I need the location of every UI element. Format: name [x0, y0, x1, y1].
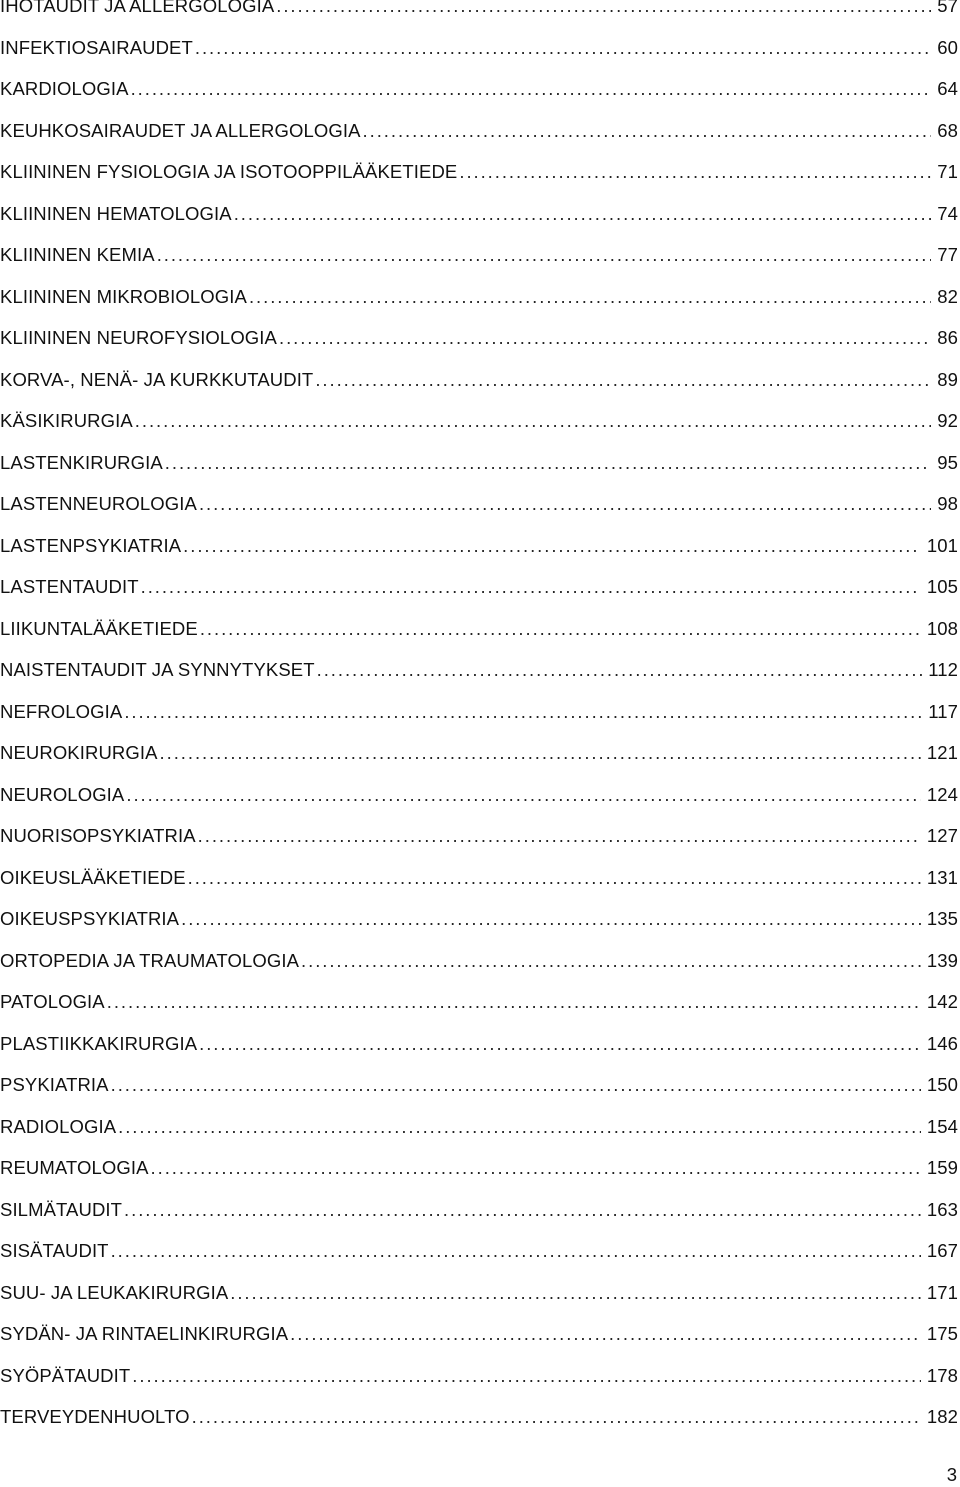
toc-entry[interactable]: [0, 1319, 958, 1345]
toc-entry-page: 82: [937, 285, 958, 307]
toc-dot-leader: [124, 701, 922, 723]
toc-entry-title: KORVA-, NENÄ- JA KURKKUTAUDIT: [0, 368, 314, 390]
toc-dot-leader: [315, 369, 931, 391]
toc-entry-title: KLIININEN MIKROBIOLOGIA: [0, 285, 247, 307]
toc-dot-leader: [181, 908, 921, 930]
toc-dot-leader: [165, 452, 931, 474]
toc-entry-page: 86: [937, 327, 958, 348]
toc-entry-title: INFEKTIOSAIRAUDET: [0, 36, 193, 58]
toc-entry-page: 117: [928, 700, 958, 722]
toc-entry-title: LASTENPSYKIATRIA: [0, 534, 182, 556]
toc-entry-title: LASTENNEUROLOGIA: [0, 493, 197, 514]
toc-dot-leader: [111, 1074, 921, 1096]
toc-entry[interactable]: [0, 1361, 958, 1387]
toc-entry-page: 154: [926, 1115, 958, 1137]
toc-dot-leader: [107, 991, 921, 1013]
toc-dot-leader: [249, 286, 931, 308]
toc-dot-leader: [276, 0, 931, 17]
toc-dot-leader: [192, 1406, 921, 1428]
toc-entry-page: 77: [937, 244, 958, 265]
toc-dot-leader: [279, 327, 931, 349]
toc-entry-title: LASTENKIRURGIA: [0, 451, 163, 473]
page-number: 3: [946, 1464, 957, 1485]
toc-entry-title: SISÄTAUDIT: [0, 1240, 109, 1261]
toc-dot-leader: [135, 410, 931, 432]
toc-entry-title: REUMATOLOGIA: [0, 1157, 149, 1178]
toc-entry-title: NEUROKIRURGIA: [0, 742, 158, 763]
toc-entry-title: PSYKIATRIA: [0, 1074, 109, 1095]
toc-entry-page: 68: [937, 119, 958, 141]
toc-entry[interactable]: [0, 738, 958, 764]
toc-dot-leader: [198, 825, 921, 847]
toc-entry[interactable]: [0, 655, 958, 681]
toc-dot-leader: [126, 784, 920, 806]
toc-entry[interactable]: [0, 323, 958, 349]
toc-entry-page: 112: [928, 659, 958, 680]
toc-dot-leader: [459, 161, 931, 183]
toc-entry-title: SYÖPÄTAUDIT: [0, 1364, 131, 1386]
toc-dot-leader: [290, 1323, 921, 1345]
toc-entry-page: 124: [926, 783, 958, 805]
toc-entry-page: 92: [937, 410, 958, 431]
toc-entry-page: 142: [926, 991, 958, 1012]
toc-entry-title: ORTOPEDIA JA TRAUMATOLOGIA: [0, 949, 300, 971]
toc-entry-title: SILMÄTAUDIT: [0, 1198, 123, 1220]
toc-dot-leader: [160, 742, 921, 764]
toc-entry[interactable]: [0, 1402, 958, 1428]
toc-dot-leader: [230, 1282, 921, 1304]
toc-dot-leader: [183, 535, 921, 557]
toc-entry[interactable]: [0, 1112, 958, 1138]
toc-entry[interactable]: [0, 697, 958, 723]
toc-dot-leader: [199, 1033, 921, 1055]
toc-entry-page: 175: [926, 1323, 958, 1344]
toc-entry[interactable]: [0, 1195, 958, 1221]
toc-entry-page: 64: [937, 78, 958, 99]
toc-entry-title: SUU- JA LEUKAKIRURGIA: [0, 1281, 229, 1303]
toc-entry-title: LIIKUNTALÄÄKETIEDE: [0, 617, 198, 639]
toc-entry-page: 74: [937, 202, 958, 224]
toc-entry[interactable]: [0, 116, 958, 142]
toc-dot-leader: [131, 78, 932, 100]
toc-dot-leader: [141, 576, 921, 598]
toc-entry-page: 131: [926, 866, 958, 888]
toc-entry[interactable]: [0, 240, 958, 266]
toc-entry[interactable]: [0, 157, 958, 183]
toc-entry[interactable]: [0, 33, 958, 59]
toc-entry-page: 135: [926, 908, 958, 929]
toc-entry-title: PLASTIIKKAKIRURGIA: [0, 1032, 198, 1054]
toc-dot-leader: [199, 493, 931, 515]
toc-entry[interactable]: [0, 1278, 958, 1304]
toc-entry[interactable]: [0, 1029, 958, 1055]
toc-dot-leader: [132, 1365, 921, 1387]
toc-entry-title: TERVEYDENHUOLTO: [0, 1406, 190, 1427]
toc-entry-page: 159: [926, 1157, 958, 1178]
toc-entry-title: PATOLOGIA: [0, 991, 105, 1012]
toc-entry[interactable]: [0, 531, 958, 557]
toc-entry[interactable]: [0, 406, 958, 432]
toc-entry-title: KARDIOLOGIA: [0, 78, 129, 99]
toc-entry-title: KLIININEN HEMATOLOGIA: [0, 202, 232, 224]
toc-dot-leader: [151, 1157, 921, 1179]
toc-entry[interactable]: [0, 946, 958, 972]
toc-dot-leader: [234, 203, 932, 225]
toc-entry[interactable]: [0, 614, 958, 640]
toc-entry-title: KÄSIKIRURGIA: [0, 410, 133, 431]
toc-dot-leader: [317, 659, 923, 681]
toc-dot-leader: [124, 1199, 921, 1221]
toc-entry[interactable]: [0, 74, 958, 100]
toc-entry-page: 182: [926, 1406, 958, 1427]
toc-entry-page: 163: [926, 1198, 958, 1220]
toc-entry[interactable]: [0, 365, 958, 391]
toc-entry-title: OIKEUSLÄÄKETIEDE: [0, 866, 186, 888]
toc-entry-title: NAISTENTAUDIT JA SYNNYTYKSET: [0, 659, 315, 680]
toc-entry-page: 167: [926, 1240, 958, 1261]
toc-entry-title: KLIININEN KEMIA: [0, 244, 155, 265]
toc-entry[interactable]: [0, 282, 958, 308]
toc-entry[interactable]: [0, 904, 958, 930]
toc-entry[interactable]: [0, 987, 958, 1013]
toc-entry-page: 146: [926, 1032, 958, 1054]
toc-entry[interactable]: [0, 1153, 958, 1179]
toc-entry-title: IHOTAUDIT JA ALLERGOLOGIA: [0, 0, 276, 17]
toc-entry-title: RADIOLOGIA: [0, 1115, 117, 1137]
toc-entry[interactable]: [0, 489, 958, 515]
toc-entry-title: KLIININEN NEUROFYSIOLOGIA: [0, 327, 277, 348]
toc-entry[interactable]: [0, 572, 958, 598]
toc-dot-leader: [157, 244, 932, 266]
toc-entry-page: 108: [926, 617, 958, 639]
toc-entry-page: 57: [937, 0, 958, 16]
toc-entry-page: 101: [926, 534, 958, 556]
toc-dot-leader: [301, 950, 921, 972]
toc-dot-leader: [118, 1116, 921, 1138]
toc-dot-leader: [363, 120, 932, 142]
toc-entry-title: NUORISOPSYKIATRIA: [0, 825, 196, 846]
toc-dot-leader: [111, 1240, 921, 1262]
toc-entry[interactable]: [0, 780, 958, 806]
toc-entry[interactable]: [0, 448, 958, 474]
toc-entry-title: SYDÄN- JA RINTAELINKIRURGIA: [0, 1323, 289, 1344]
toc-entry-title: NEFROLOGIA: [0, 700, 123, 722]
toc-dot-leader: [195, 37, 931, 59]
toc-entry-page: 178: [926, 1364, 958, 1386]
toc-entry[interactable]: [0, 0, 958, 17]
toc-entry-page: 139: [926, 949, 958, 971]
toc-entry-title: KEUHKOSAIRAUDET JA ALLERGOLOGIA: [0, 119, 361, 141]
toc-entry-page: 60: [937, 36, 958, 58]
toc-entry[interactable]: [0, 1070, 958, 1096]
toc-entry-title: KLIININEN FYSIOLOGIA JA ISOTOOPPILÄÄKETIEDE: [0, 161, 458, 182]
toc-entry-page: 95: [937, 451, 958, 473]
toc-entry[interactable]: [0, 1236, 958, 1262]
toc-entry-page: 89: [937, 368, 958, 390]
toc-entry[interactable]: [0, 199, 958, 225]
toc-entry-title: LASTENTAUDIT: [0, 576, 139, 597]
toc-entry-page: 71: [937, 161, 958, 182]
toc-entry-title: OIKEUSPSYKIATRIA: [0, 908, 180, 929]
toc-entry[interactable]: [0, 863, 958, 889]
toc-entry-page: 121: [926, 742, 958, 763]
toc-entry-page: 98: [937, 493, 958, 514]
toc-dot-leader: [188, 867, 921, 889]
toc-dot-leader: [200, 618, 921, 640]
toc-entry-page: 171: [926, 1281, 958, 1303]
toc-entry-page: 105: [926, 576, 958, 597]
toc-entry-title: NEUROLOGIA: [0, 783, 125, 805]
toc-entry-page: 150: [926, 1074, 958, 1095]
toc-entry[interactable]: [0, 821, 958, 847]
toc-entry-page: 127: [926, 825, 958, 846]
